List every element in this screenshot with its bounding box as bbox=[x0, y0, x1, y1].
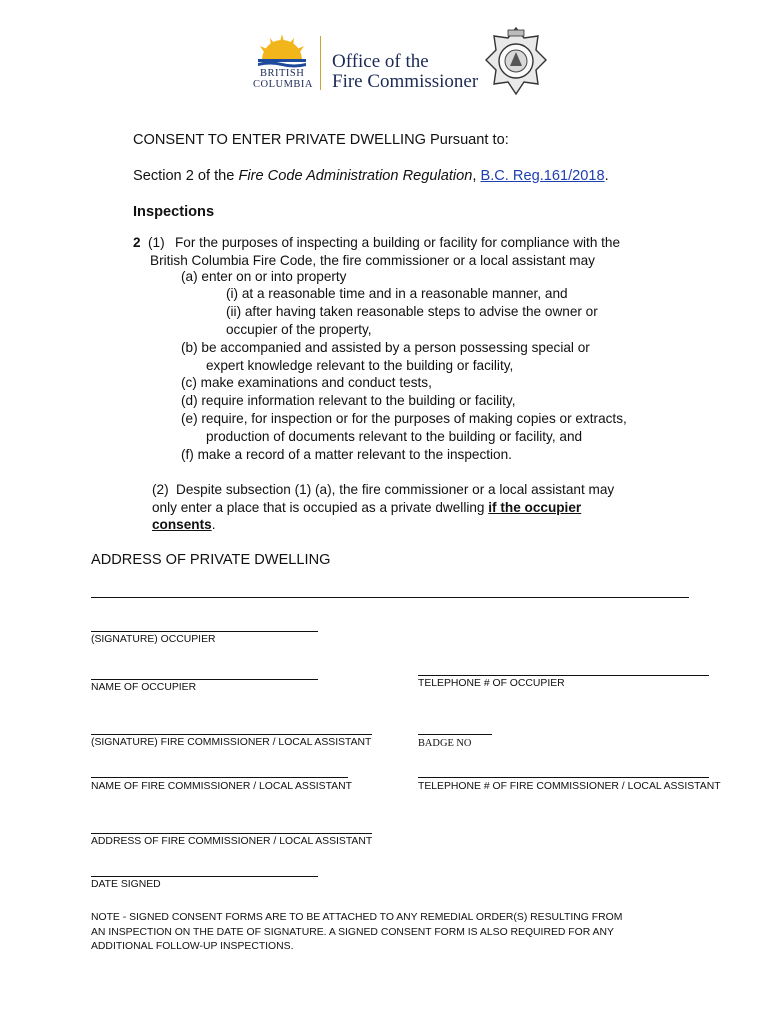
note-line1: NOTE - SIGNED CONSENT FORMS ARE TO BE ATTACHED TO ANY REMEDIAL ORDER(S) RESULTING FROM bbox=[91, 912, 623, 923]
occupier-signature-label: (SIGNATURE) OCCUPIER bbox=[91, 634, 216, 645]
fc-address-label: ADDRESS OF FIRE COMMISSIONER / LOCAL ASSISTANT bbox=[91, 836, 373, 847]
clause2-line2 bbox=[152, 499, 581, 517]
occupier-telephone-label: TELEPHONE # OF OCCUPIER bbox=[418, 678, 565, 689]
clause1-a-ii-cont: occupier of the property, bbox=[226, 322, 372, 337]
note-line3: ADDITIONAL FOLLOW-UP INSPECTIONS. bbox=[91, 941, 294, 952]
fc-name-line[interactable] bbox=[91, 777, 348, 778]
badge-number-line[interactable] bbox=[418, 734, 492, 735]
clause-number: 2 bbox=[133, 235, 141, 250]
bc-logo bbox=[250, 32, 314, 92]
occupier-signature-line[interactable] bbox=[91, 631, 318, 632]
regulation-name: Fire Code Administration Regulation bbox=[238, 168, 473, 184]
occupier-telephone-line[interactable] bbox=[418, 675, 709, 676]
clause2-occupier-emphasis: if the occupier bbox=[488, 500, 582, 515]
inspections-heading: Inspections bbox=[133, 204, 215, 220]
fc-name-label: NAME OF FIRE COMMISSIONER / LOCAL ASSISTANT bbox=[91, 781, 352, 792]
clause2-line2-text: only enter a place that is occupied as a private dwelling bbox=[152, 500, 489, 515]
fc-telephone-label: TELEPHONE # OF FIRE COMMISSIONER / LOCAL ASSISTANT bbox=[418, 781, 721, 792]
fc-signature-label: (SIGNATURE) FIRE COMMISSIONER / LOCAL ASSISTANT bbox=[91, 737, 372, 748]
clause1-b: (b) be accompanied and assisted by a person possessing special or bbox=[181, 340, 590, 355]
clause1-a-i: (i) at a reasonable time and in a reasonable manner, and bbox=[226, 286, 568, 301]
clause1-b-cont: expert knowledge relevant to the building or facility, bbox=[206, 358, 514, 373]
section-period: . bbox=[604, 168, 609, 184]
clause2-consents-emphasis: consents bbox=[152, 517, 212, 532]
occupier-name-line[interactable] bbox=[91, 679, 318, 680]
clause1-a-ii: (ii) after having taken reasonable steps to advise the owner or bbox=[226, 304, 598, 319]
clause1-line2: British Columbia Fire Code, the fire commissioner or a local assistant may bbox=[150, 253, 595, 268]
section-comma: , bbox=[472, 168, 481, 184]
section-reference bbox=[133, 167, 609, 185]
date-signed-line[interactable] bbox=[91, 876, 318, 877]
clause1-d: (d) require information relevant to the building or facility, bbox=[181, 393, 516, 408]
badge-number-label: BADGE NO bbox=[418, 738, 472, 749]
clause1-e: (e) require, for inspection or for the purposes of making copies or extracts, bbox=[181, 411, 627, 426]
office-line1: Office of the bbox=[332, 51, 429, 72]
page-title: CONSENT TO ENTER PRIVATE DWELLING Pursuant to: bbox=[133, 132, 509, 148]
fc-address-line[interactable] bbox=[91, 833, 372, 834]
clause2-sub: (2) bbox=[152, 482, 169, 497]
date-signed-label: DATE SIGNED bbox=[91, 879, 161, 890]
address-input-line[interactable] bbox=[91, 597, 689, 598]
office-line2: Fire Commissioner bbox=[332, 71, 479, 92]
clause1-c: (c) make examinations and conduct tests, bbox=[181, 375, 432, 390]
fire-badge-icon bbox=[484, 26, 548, 98]
clause2-line1: Despite subsection (1) (a), the fire commissioner or a local assistant may bbox=[176, 482, 615, 497]
clause1-line1: For the purposes of inspecting a building or facility for compliance with the bbox=[175, 235, 621, 250]
regulation-link[interactable]: B.C. Reg.161/2018 bbox=[480, 168, 605, 184]
clause2-line3-end: . bbox=[211, 517, 216, 532]
fc-telephone-line[interactable] bbox=[418, 777, 709, 778]
section-prefix: Section 2 of the bbox=[133, 168, 239, 184]
clause1-a: (a) enter on or into property bbox=[181, 269, 347, 284]
clause1-f: (f) make a record of a matter relevant to the inspection. bbox=[181, 447, 512, 462]
clause2-line3 bbox=[152, 516, 215, 534]
fire-commissioner-badge bbox=[484, 26, 548, 98]
note-line2: AN INSPECTION ON THE DATE OF SIGNATURE. A SIGNED CONSENT FORM IS ALSO REQUIRED FOR ANY bbox=[91, 927, 614, 938]
clause1-e-cont: production of documents relevant to the building or facility, and bbox=[206, 429, 583, 444]
bc-logo-line2: COLUMBIA bbox=[253, 79, 314, 90]
header-divider bbox=[320, 36, 321, 90]
bc-sun-icon bbox=[250, 32, 314, 68]
clause1-sub: (1) bbox=[148, 235, 165, 250]
bc-logo-line1: BRITISH bbox=[260, 68, 305, 79]
address-heading: ADDRESS OF PRIVATE DWELLING bbox=[91, 552, 331, 568]
occupier-name-label: NAME OF OCCUPIER bbox=[91, 682, 197, 693]
fc-signature-line[interactable] bbox=[91, 734, 372, 735]
